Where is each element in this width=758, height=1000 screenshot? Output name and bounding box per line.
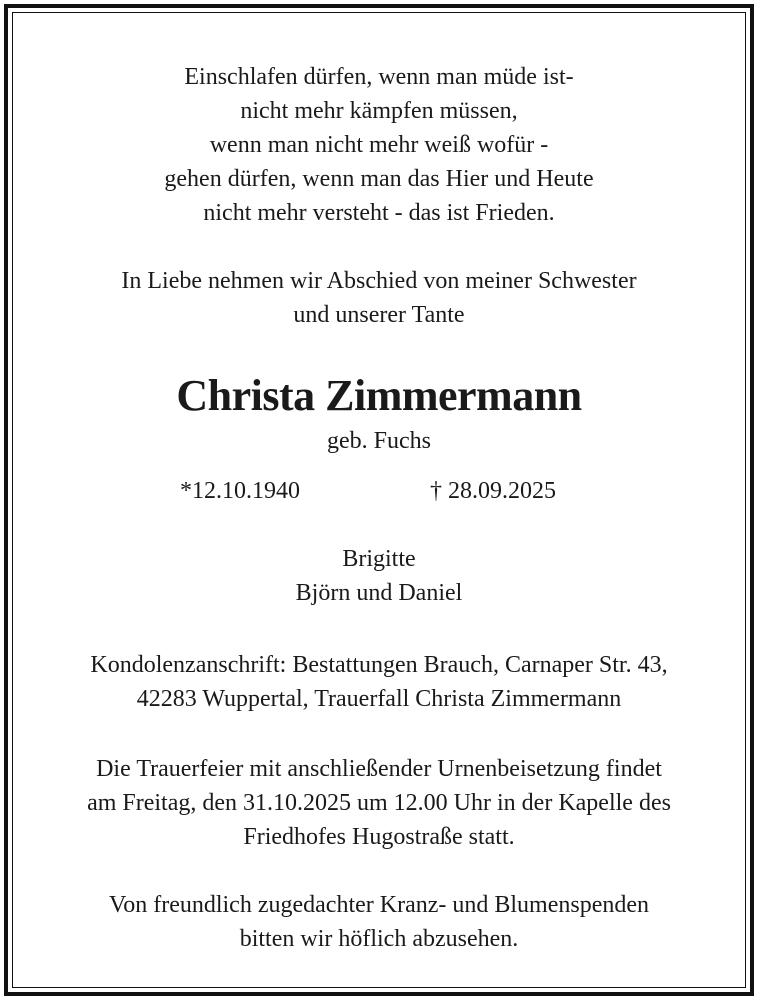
mourner-line: Brigitte	[342, 546, 416, 572]
mourners	[16, 542, 742, 610]
intro-line: und unserer Tante	[293, 302, 465, 328]
ceremony-line: Friedhofes Hugostraße statt.	[243, 824, 515, 850]
birth-date: *12.10.1940	[180, 478, 300, 504]
condolence-line: Kondolenzanschrift: Bestattungen Brauch, Carnaper Str. 43,	[90, 652, 668, 678]
mourner-line: Björn und Daniel	[295, 580, 463, 606]
life-dates	[16, 474, 742, 508]
poem-line: nicht mehr kämpfen müssen,	[240, 98, 518, 124]
birth-name-text: geb. Fuchs	[327, 428, 431, 454]
poem-line: nicht mehr versteht - das ist Frieden.	[203, 200, 555, 226]
death-date: † 28.09.2025	[430, 478, 556, 504]
condolence-address	[16, 648, 742, 716]
poem-line: Einschlafen dürfen, wenn man müde ist-	[184, 64, 574, 90]
flowers-notice	[16, 888, 742, 956]
poem-line: gehen dürfen, wenn man das Hier und Heute	[164, 166, 594, 192]
ceremony-line: am Freitag, den 31.10.2025 um 12.00 Uhr in der Kapelle des	[87, 790, 671, 816]
poem-line: wenn man nicht mehr weiß wofür -	[209, 132, 549, 158]
flowers-line: Von freundlich zugedachter Kranz- und Blumenspenden	[108, 892, 650, 918]
flowers-line: bitten wir höflich abzusehen.	[239, 926, 519, 952]
condolence-line: 42283 Wuppertal, Trauerfall Christa Zimmermann	[136, 686, 622, 712]
birth-name	[16, 424, 742, 458]
ceremony-line: Die Trauerfeier mit anschließender Urnenbeisetzung findet	[96, 756, 662, 782]
poem	[16, 60, 742, 230]
intro-line: In Liebe nehmen wir Abschied von meiner Schwester	[121, 268, 637, 294]
funeral-ceremony-info	[16, 752, 742, 854]
deceased-name: Christa Zimmermann	[176, 371, 582, 420]
farewell-intro	[16, 264, 742, 332]
